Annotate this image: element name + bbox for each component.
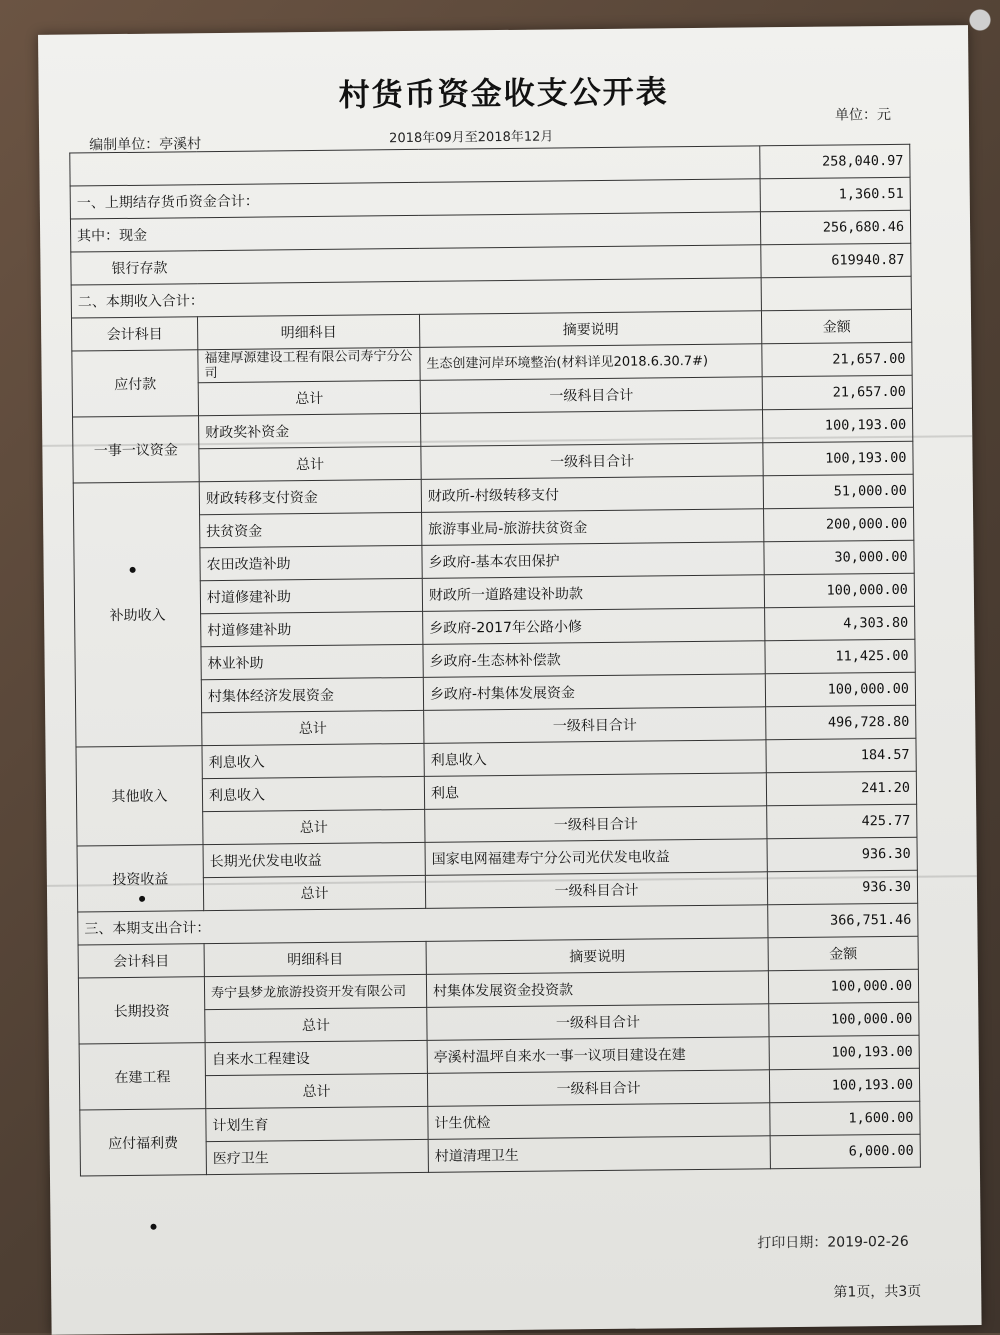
income-label: 二、本期收入合计：: [71, 278, 761, 318]
total-amount: 936.30: [767, 870, 917, 905]
account-payable: 应付款: [72, 350, 199, 417]
amount-cell: 1,600.00: [770, 1101, 920, 1136]
amount-cell: 241.20: [766, 771, 916, 806]
desc-cell: 计生优检: [428, 1103, 770, 1140]
print-date: 打印日期：2019-02-26: [757, 1233, 909, 1252]
desc-cell: 利息收入: [424, 740, 766, 777]
detail-cell: 寿宁县梦龙旅游投资开发有限公司: [204, 974, 426, 1009]
detail-cell: 利息收入: [202, 743, 424, 778]
org-label: 编制单位：亭溪村: [89, 136, 202, 154]
total-desc: 一级科目合计: [427, 1004, 769, 1041]
bank-amount: 256,680.46: [760, 210, 910, 245]
bank-label: 银行存款: [71, 245, 761, 285]
desc-cell: 旅游事业局-旅游扶贫资金: [422, 509, 764, 546]
col-header-detail: 明细科目: [197, 314, 419, 349]
total-amount: 21,657.00: [762, 375, 912, 410]
total-label: 总计: [198, 380, 420, 415]
unit-label: 单位：元: [834, 106, 891, 124]
total-desc: 一级科目合计: [425, 806, 767, 843]
total-label: 总计: [199, 446, 421, 481]
detail-cell: 利息收入: [202, 776, 424, 811]
desc-cell: [421, 410, 763, 447]
account-long-invest: 长期投资: [78, 977, 205, 1044]
amount-cell: 11,425.00: [765, 639, 915, 674]
total-label: 总计: [205, 1007, 427, 1042]
ledger-table: [69, 144, 921, 1177]
amount-cell: 21,657.00: [762, 342, 912, 377]
desc-cell: 国家电网福建寿宁分公司光伏发电收益: [425, 839, 767, 876]
detail-cell: 财政奖补资金: [199, 413, 421, 448]
expense-total-amount: 366,751.46: [768, 903, 918, 938]
desc-cell: 乡政府-村集体发展资金: [423, 674, 765, 711]
amount-cell: 100,000.00: [765, 672, 915, 707]
desc-cell: 乡政府-2017年公路小修: [423, 608, 765, 645]
total-label: 总计: [203, 809, 425, 844]
amount-cell: 200,000.00: [764, 507, 914, 542]
detail-cell: 村道修建补助: [200, 578, 422, 613]
detail-cell: 扶贫资金: [200, 512, 422, 547]
amount-cell: 100,193.00: [763, 408, 913, 443]
desc-cell: 财政所一道路建设补助款: [422, 575, 764, 612]
opening-total-amount: 258,040.97: [760, 144, 910, 179]
total-amount: 100,193.00: [763, 441, 913, 476]
amount-cell: 30,000.00: [764, 540, 914, 575]
desc-cell: 财政所-村级转移支付: [421, 476, 763, 513]
total-desc: 一级科目合计: [427, 1070, 769, 1107]
expense-label: 三、本期支出合计：: [78, 905, 768, 945]
desc-cell: 村道清理卫生: [428, 1136, 770, 1173]
punch-dot: [139, 896, 145, 902]
total-desc: 一级科目合计: [424, 707, 766, 744]
total-amount: 100,000.00: [769, 1002, 919, 1037]
detail-cell: 财政转移支付资金: [199, 479, 421, 514]
detail-cell: 计划生育: [206, 1106, 428, 1141]
detail-cell: 村集体经济发展资金: [201, 677, 423, 712]
col-header-amount: 金额: [768, 936, 918, 971]
amount-cell: 100,000.00: [764, 573, 914, 608]
detail-cell: 农田改造补助: [200, 545, 422, 580]
account-welfare: 应付福利费: [80, 1109, 207, 1176]
desc-cell: 利息: [424, 773, 766, 810]
cash-amount: 1,360.51: [760, 177, 910, 212]
total-desc: 一级科目合计: [420, 377, 762, 414]
total-desc: 一级科目合计: [425, 872, 767, 909]
col-header-desc: 摘要说明: [419, 311, 761, 348]
desc-cell: 亭溪村温坪自来水一事一议项目建设在建: [427, 1037, 769, 1074]
col-header-detail: 明细科目: [204, 941, 426, 976]
amount-cell: 4,303.80: [765, 606, 915, 641]
desc-cell: 村集体发展资金投资款: [426, 971, 768, 1008]
account-other: 其他收入: [76, 746, 203, 846]
period-label: 2018年09月至2018年12月: [389, 129, 554, 147]
col-header-account: 会计科目: [78, 944, 204, 978]
total-amount: 425.77: [767, 804, 917, 839]
account-invest: 投资收益: [77, 845, 204, 912]
cash-label: 其中：现金: [70, 212, 760, 252]
detail-cell: 自来水工程建设: [205, 1040, 427, 1075]
page-number: 第1页，共3页: [833, 1283, 922, 1301]
punch-dot: [150, 1224, 156, 1230]
paper-sheet: [38, 25, 982, 1335]
account-subsidy: 补助收入: [73, 482, 202, 747]
col-header-account: 会计科目: [71, 317, 197, 351]
detail-cell: 医疗卫生: [206, 1139, 428, 1174]
detail-cell: 长期光伏发电收益: [203, 842, 425, 877]
page-title: 村货币资金收支公开表: [338, 74, 669, 114]
detail-cell: 村道修建补助: [201, 611, 423, 646]
income-total-amount: 619940.87: [761, 243, 911, 278]
total-label: 总计: [205, 1073, 427, 1108]
amount-cell: 6,000.00: [770, 1134, 920, 1169]
col-header-amount: 金额: [761, 309, 911, 344]
account-construction: 在建工程: [79, 1043, 206, 1110]
total-amount: 100,193.00: [769, 1068, 919, 1103]
amount-cell: 51,000.00: [763, 474, 913, 509]
account-one-matter: 一事一议资金: [73, 416, 200, 483]
punch-dot: [130, 567, 136, 573]
total-label: 总计: [202, 710, 424, 745]
amount-cell: 184.57: [766, 738, 916, 773]
desc-cell: 乡政府-生态林补偿款: [423, 641, 765, 678]
amount-cell: 936.30: [767, 837, 917, 872]
total-desc: 一级科目合计: [421, 443, 763, 480]
desc-cell: 生态创建河岸环境整治(材料详见2018.6.30.7#): [420, 344, 762, 381]
amount-cell: 100,193.00: [769, 1035, 919, 1070]
binder-clip: [940, 0, 1000, 60]
total-amount: 496,728.80: [766, 705, 916, 740]
amount-cell: 100,000.00: [768, 969, 918, 1004]
total-label: 总计: [203, 875, 425, 910]
desc-cell: 乡政府-基本农田保护: [422, 542, 764, 579]
opening-label: 一、上期结存货币资金合计：: [70, 179, 760, 219]
detail-cell: 林业补助: [201, 644, 423, 679]
detail-cell: 福建厚源建设工程有限公司寿宁分公司: [198, 347, 420, 382]
col-header-desc: 摘要说明: [426, 938, 768, 975]
